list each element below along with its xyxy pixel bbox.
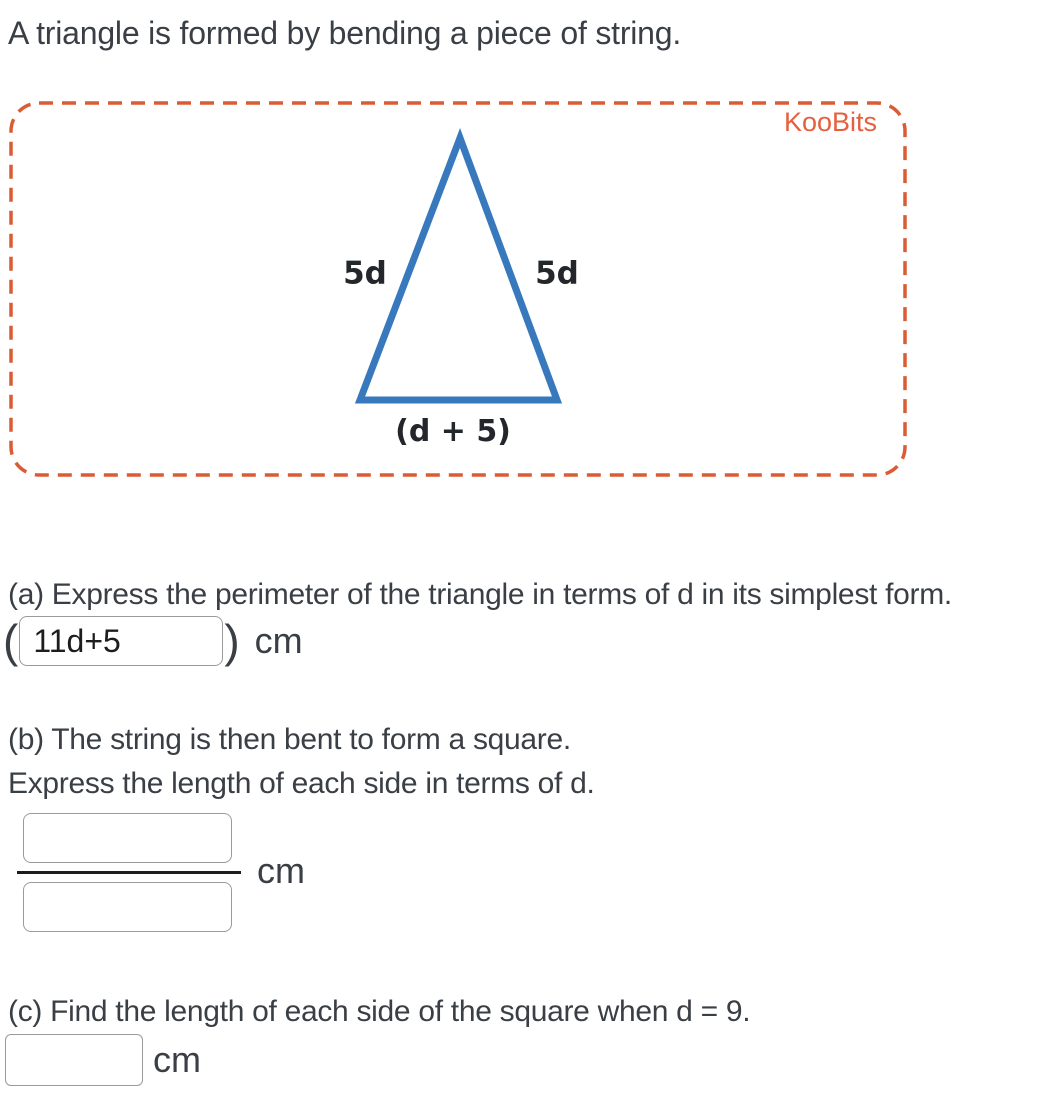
triangle-right-side-label: 5d (535, 255, 579, 292)
triangle-left-side-label: 5d (343, 255, 387, 292)
part-b-question-line1: (b) The string is then bent to form a square. (8, 723, 571, 756)
close-paren: ) (224, 615, 240, 667)
triangle-base-label: (d + 5) (395, 414, 511, 449)
part-a-answer-input[interactable] (19, 616, 223, 666)
figure-box (9, 101, 907, 477)
part-a-answer-row (2, 612, 303, 670)
brand-label: KooBits (783, 107, 877, 137)
part-c-answer-row (5, 1034, 201, 1086)
part-b-unit-label: cm (257, 850, 305, 891)
part-a-question: (a) Express the perimeter of the triangle in terms of d in its simplest form. (8, 578, 952, 611)
triangle-shape (360, 138, 557, 400)
part-a-unit-label: cm (254, 620, 303, 661)
part-c-unit-label: cm (153, 1039, 201, 1080)
open-paren: ( (3, 615, 19, 667)
part-b-denominator-input[interactable] (23, 882, 232, 932)
fraction-bar (17, 871, 241, 874)
part-b-question-line2: Express the length of each side in terms of d. (8, 767, 595, 800)
part-c-answer-input[interactable] (5, 1034, 143, 1086)
part-b-numerator-input[interactable] (23, 813, 232, 863)
part-c-question: (c) Find the length of each side of the square when d = 9. (8, 995, 751, 1028)
question-title: A triangle is formed by bending a piece of string. (8, 15, 682, 51)
